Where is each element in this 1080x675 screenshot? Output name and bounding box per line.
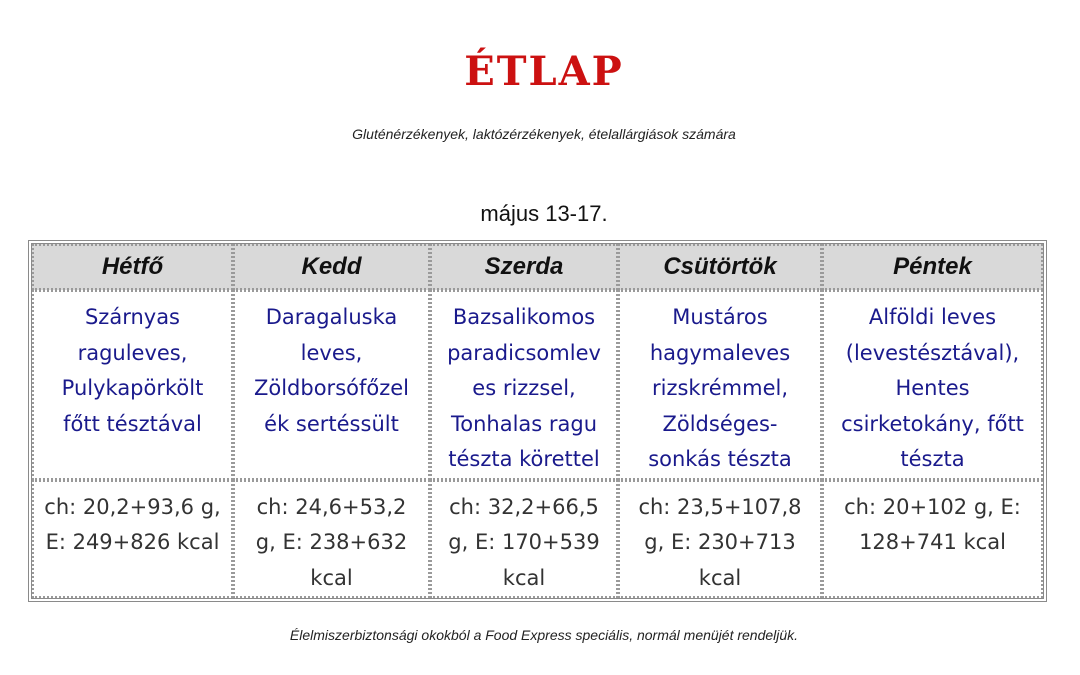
nutrition-text-friday: ch: 20+102 g, E: 128+741 kcal — [844, 494, 1021, 554]
dish-text-thursday: Mustáros hagymaleves rizskrémmel, Zöldséges- sonkás tészta — [648, 305, 792, 471]
nutrition-cell-friday — [822, 480, 1043, 599]
dish-cell-thursday — [618, 290, 822, 480]
dish-text-tuesday: Daragaluska leves, Zöldborsófőzel ék sertéssült — [253, 305, 410, 436]
footer-note: Élelmiszerbiztonsági okokból a Food Express speciális, normál menüjét rendeljük. — [289, 627, 799, 643]
day-header-thursday: Csütörtök — [618, 244, 822, 290]
nutrition-cell-thursday — [618, 480, 822, 599]
day-header-tuesday: Kedd — [233, 244, 430, 290]
dish-text-monday: Szárnyas raguleves, Pulykapörkölt főtt tésztával — [61, 305, 204, 436]
nutrition-text-wednesday: ch: 32,2+66,5 g, E: 170+539 kcal — [448, 494, 600, 590]
day-header-row — [32, 244, 1043, 290]
dish-text-wednesday: Bazsalikomos paradicsomlev es rizzsel, Tonhalas ragu tészta körettel — [447, 305, 601, 471]
nutrition-cell-wednesday — [430, 480, 618, 599]
dish-text-friday: Alföldi leves (levestésztával), Hentes csirketokány, főtt tészta — [841, 305, 1024, 471]
nutrition-cell-monday — [32, 480, 233, 599]
nutrition-cell-tuesday — [233, 480, 430, 599]
day-header-friday: Péntek — [822, 244, 1043, 290]
nutrition-text-tuesday: ch: 24,6+53,2 g, E: 238+632 kcal — [255, 494, 408, 590]
day-header-monday: Hétfő — [32, 244, 233, 290]
nutrition-text-thursday: ch: 23,5+107,8 g, E: 230+713 kcal — [638, 494, 802, 590]
weekly-menu-table — [28, 240, 1047, 602]
nutrition-text-monday: ch: 20,2+93,6 g, E: 249+826 kcal — [44, 494, 221, 554]
dish-row — [32, 290, 1043, 480]
menu-subtitle: Gluténérzékenyek, laktózérzékenyek, ételallárgiások számára — [352, 126, 736, 142]
week-date: május 13-17. — [480, 201, 608, 226]
dish-cell-friday — [822, 290, 1043, 480]
day-header-wednesday: Szerda — [430, 244, 618, 290]
nutrition-row — [32, 480, 1043, 599]
dish-cell-tuesday — [233, 290, 430, 480]
menu-title: ÉTLAP — [464, 48, 624, 95]
dish-cell-monday — [32, 290, 233, 480]
dish-cell-wednesday — [430, 290, 618, 480]
